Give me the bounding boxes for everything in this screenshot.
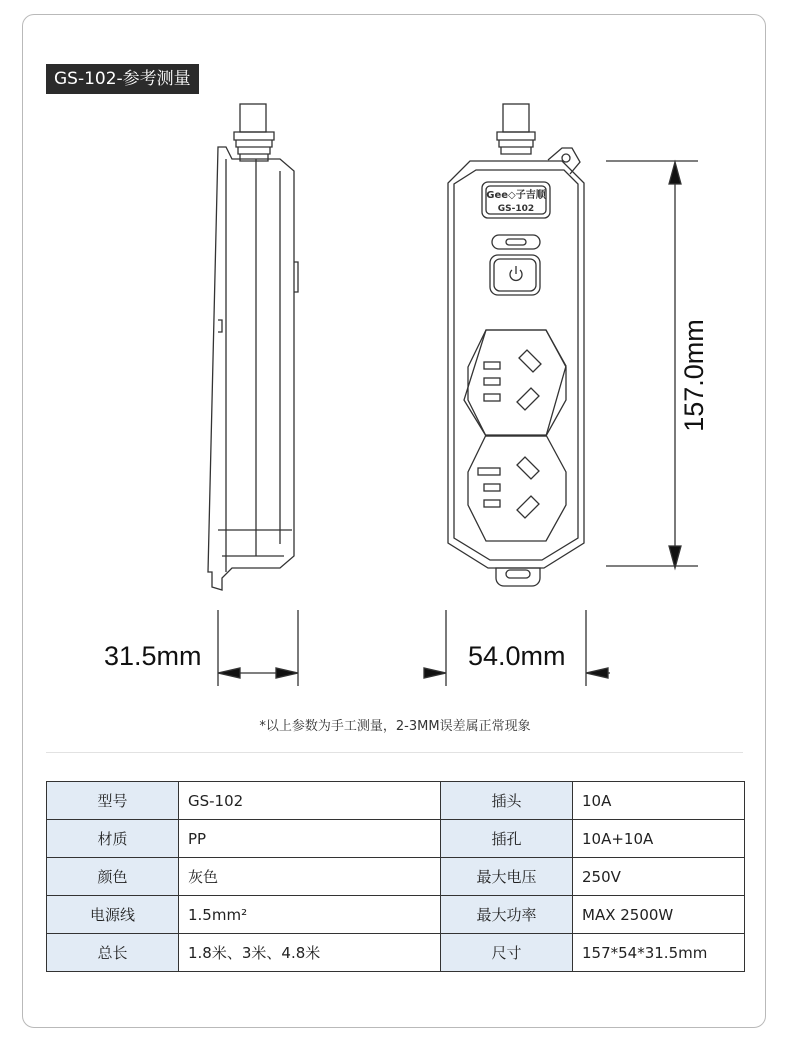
thickness-label: 31.5mm bbox=[104, 641, 202, 671]
spec-key: 颜色 bbox=[47, 858, 179, 896]
page-title: GS-102-参考测量 bbox=[46, 64, 199, 94]
spec-value: 1.5mm² bbox=[179, 896, 441, 934]
brand-logo: Gee◇子吉顺 bbox=[486, 190, 546, 201]
side-view bbox=[208, 104, 298, 590]
width-label: 54.0mm bbox=[468, 641, 566, 671]
spec-key: 材质 bbox=[47, 820, 179, 858]
spec-key: 尺寸 bbox=[441, 934, 573, 972]
spec-key: 插头 bbox=[441, 782, 573, 820]
spec-key: 型号 bbox=[47, 782, 179, 820]
spec-key: 总长 bbox=[47, 934, 179, 972]
spec-value: 1.8米、3米、4.8米 bbox=[179, 934, 441, 972]
height-label: 157.0mm bbox=[678, 319, 709, 432]
table-row bbox=[47, 858, 745, 896]
divider bbox=[46, 752, 743, 753]
spec-value: GS-102 bbox=[179, 782, 441, 820]
spec-value: 10A+10A bbox=[573, 820, 745, 858]
table-row bbox=[47, 820, 745, 858]
table-row bbox=[47, 934, 745, 972]
spec-value: 157*54*31.5mm bbox=[573, 934, 745, 972]
table-row bbox=[47, 782, 745, 820]
model-engraving: GS-102 bbox=[497, 204, 535, 214]
spec-value: 250V bbox=[573, 858, 745, 896]
spec-key: 最大功率 bbox=[441, 896, 573, 934]
spec-value: PP bbox=[179, 820, 441, 858]
spec-value: 10A bbox=[573, 782, 745, 820]
spec-value: 灰色 bbox=[179, 858, 441, 896]
table-row bbox=[47, 896, 745, 934]
front-view bbox=[448, 104, 584, 586]
measurement-note: *以上参数为手工测量，2-3MM误差属正常现象 bbox=[259, 719, 531, 734]
spec-key: 最大电压 bbox=[441, 858, 573, 896]
spec-key: 电源线 bbox=[47, 896, 179, 934]
spec-value: MAX 2500W bbox=[573, 896, 745, 934]
spec-table bbox=[46, 781, 745, 972]
spec-key: 插孔 bbox=[441, 820, 573, 858]
